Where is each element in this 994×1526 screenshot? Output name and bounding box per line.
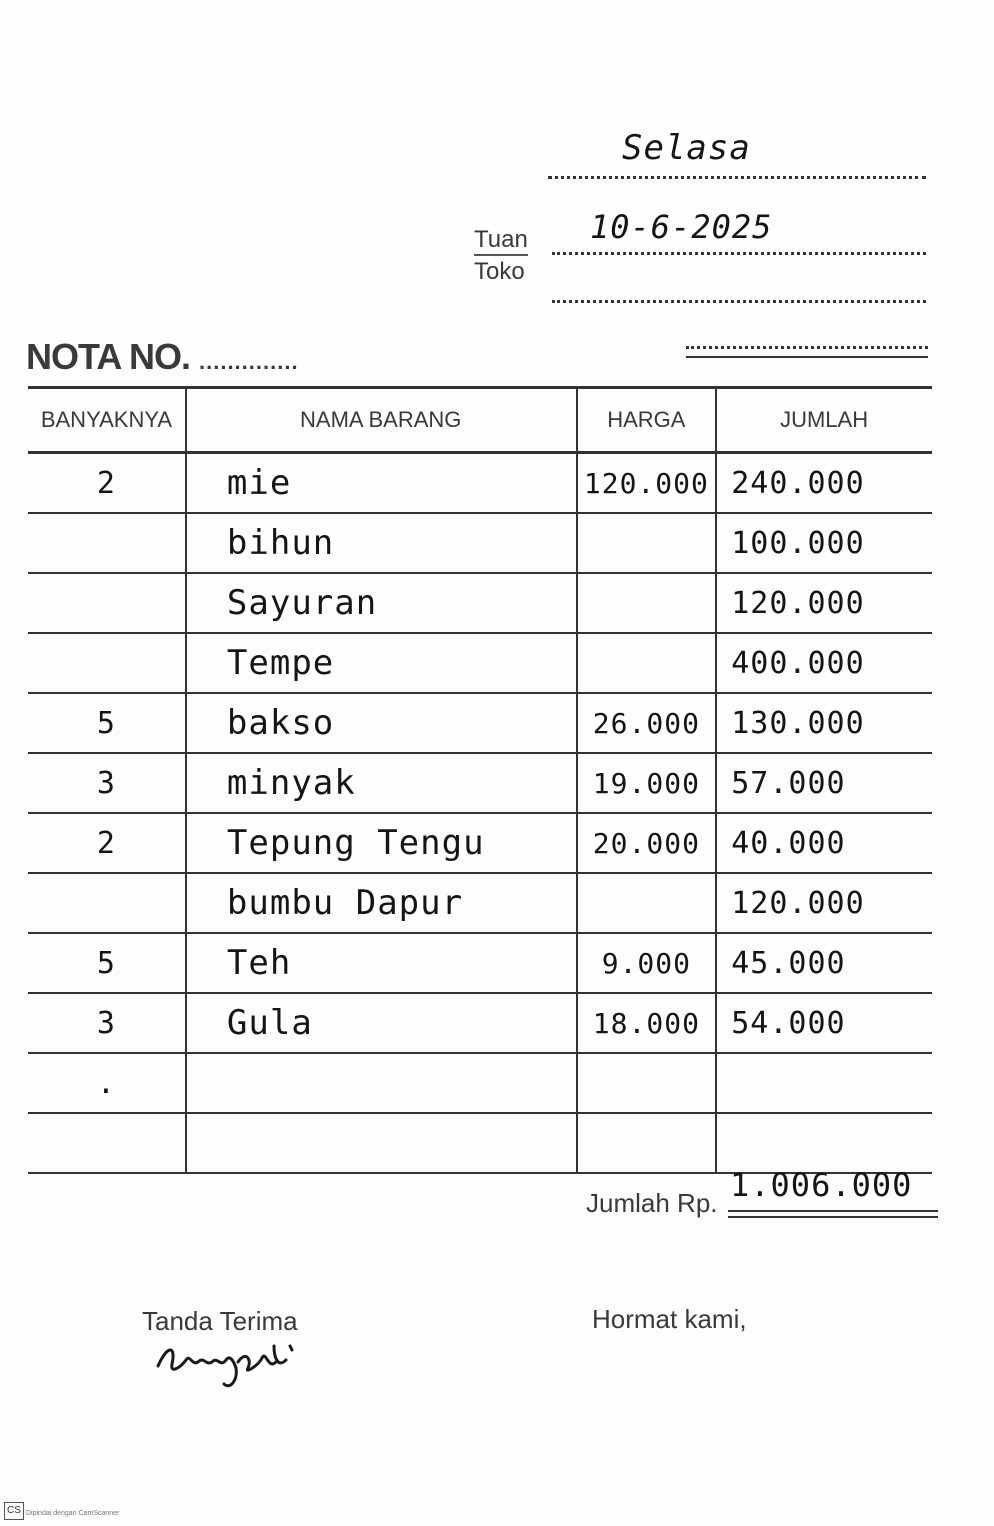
receipt-label: Tanda Terima: [142, 1306, 298, 1336]
cell-price: [577, 1053, 717, 1113]
cell-name: Gula: [186, 993, 577, 1053]
table-row: [28, 693, 932, 753]
cell-name: [186, 1113, 577, 1173]
regards-label: Hormat kami,: [592, 1304, 747, 1334]
col-header-qty: BANYAKNYA: [28, 388, 186, 453]
cell-qty: 3: [28, 993, 186, 1053]
cell-price: 20.000: [577, 813, 717, 873]
cell-name: Tempe: [186, 633, 577, 693]
cell-price: [577, 873, 717, 933]
extra-underline: [686, 356, 928, 358]
table-header-row: [28, 388, 932, 453]
table-row: [28, 573, 932, 633]
items-table: [28, 386, 932, 1174]
cell-amount: 54.000: [716, 993, 932, 1053]
cell-name: [186, 1053, 577, 1113]
cell-price: [577, 513, 717, 573]
day-value: Selasa: [622, 128, 751, 168]
cell-qty: [28, 1113, 186, 1173]
cell-name: Teh: [186, 933, 577, 993]
cell-name: Sayuran: [186, 573, 577, 633]
cell-qty: [28, 513, 186, 573]
cell-qty: 3: [28, 753, 186, 813]
extra-dotted-line: [686, 346, 928, 349]
total-value: 1.006.000: [730, 1166, 913, 1204]
cell-price: 9.000: [577, 933, 717, 993]
cell-name: mie: [186, 453, 577, 514]
cell-price: 120.000: [577, 453, 717, 514]
table-row: [28, 933, 932, 993]
cell-price: 18.000: [577, 993, 717, 1053]
cell-amount: 120.000: [716, 873, 932, 933]
day-dotted-line: [548, 176, 926, 179]
cell-qty: [28, 573, 186, 633]
cell-qty: .: [28, 1053, 186, 1113]
col-header-price: HARGA: [577, 388, 717, 453]
table-row: [28, 513, 932, 573]
nota-number-label: [26, 336, 299, 378]
cell-price: 26.000: [577, 693, 717, 753]
nota-label: NOTA NO.: [26, 336, 190, 377]
cell-price: 19.000: [577, 753, 717, 813]
table-row: [28, 993, 932, 1053]
cell-name: bumbu Dapur: [186, 873, 577, 933]
cell-name: bakso: [186, 693, 577, 753]
cell-qty: [28, 873, 186, 933]
cell-amount: [716, 1053, 932, 1113]
cell-name: Tepung Tengu: [186, 813, 577, 873]
cell-amount: 240.000: [716, 453, 932, 514]
table-row: [28, 753, 932, 813]
signature-icon: [150, 1332, 320, 1396]
cell-amount: 57.000: [716, 753, 932, 813]
camscanner-text: Dipindai dengan CamScanner: [26, 1510, 120, 1517]
table-row: [28, 453, 932, 514]
table-row: [28, 813, 932, 873]
tuan-label: Tuan: [474, 226, 528, 256]
cell-price: [577, 1113, 717, 1173]
cell-amount: 130.000: [716, 693, 932, 753]
signature: [150, 1332, 320, 1396]
cell-qty: 2: [28, 453, 186, 514]
cell-price: [577, 573, 717, 633]
cell-amount: 45.000: [716, 933, 932, 993]
table-row: [28, 633, 932, 693]
camscanner-icon: CS: [4, 1502, 24, 1520]
toko-dotted-line: [552, 300, 926, 303]
table-row: [28, 1113, 932, 1173]
col-header-amount: JUMLAH: [716, 388, 932, 453]
cell-amount: [716, 1113, 932, 1173]
tuan-dotted-line: [552, 252, 926, 255]
cell-amount: 40.000: [716, 813, 932, 873]
date-value: 10-6-2025: [590, 208, 773, 246]
cell-name: minyak: [186, 753, 577, 813]
cell-qty: 2: [28, 813, 186, 873]
cell-qty: 5: [28, 933, 186, 993]
toko-label: Toko: [474, 258, 525, 285]
cell-amount: 120.000: [716, 573, 932, 633]
total-underline-2: [728, 1216, 938, 1218]
cell-qty: 5: [28, 693, 186, 753]
cell-price: [577, 633, 717, 693]
table-row: [28, 1053, 932, 1113]
cell-qty: [28, 633, 186, 693]
total-label: Jumlah Rp.: [586, 1188, 718, 1218]
cell-name: bihun: [186, 513, 577, 573]
table-row: [28, 873, 932, 933]
cell-amount: 400.000: [716, 633, 932, 693]
cell-amount: 100.000: [716, 513, 932, 573]
col-header-name: NAMA BARANG: [186, 388, 577, 453]
nota-dots: ..............: [199, 349, 299, 374]
total-underline-1: [728, 1210, 938, 1212]
